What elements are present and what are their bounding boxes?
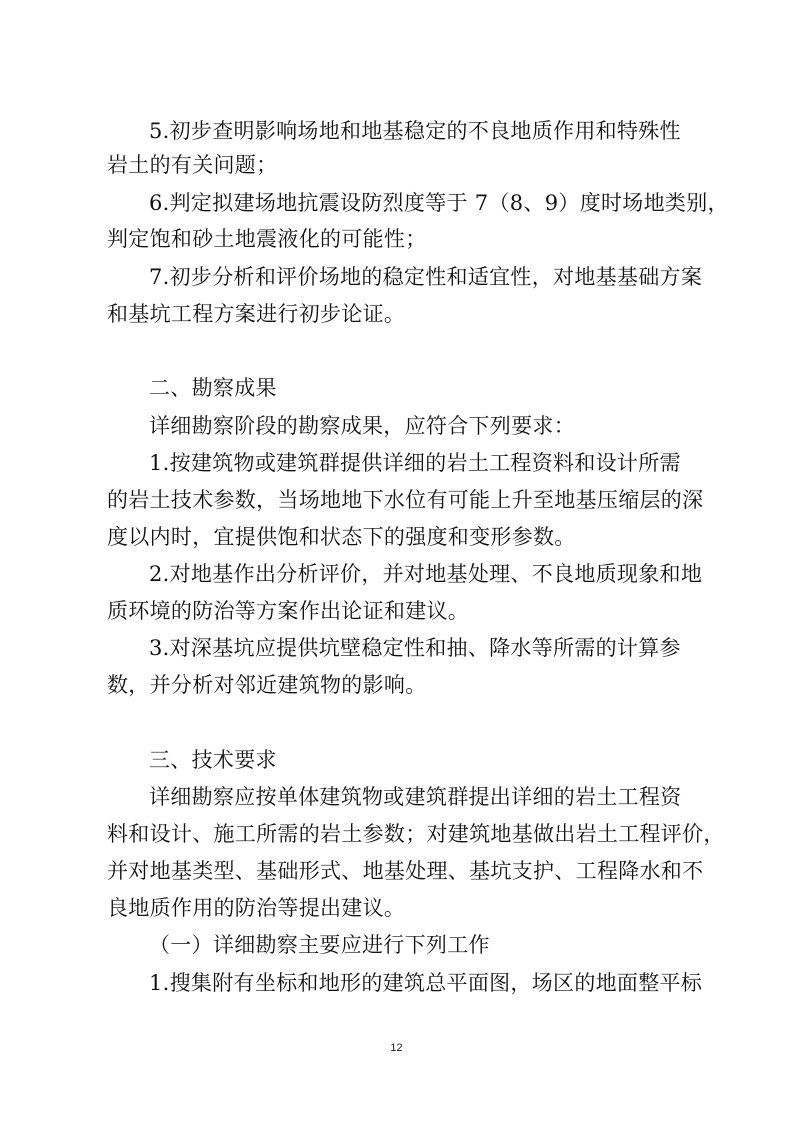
text-line: 质环境的防治等方案作出论证和建议。	[107, 599, 470, 623]
text-line: 详细勘察应按单体建筑物或建筑群提出详细的岩土工程资	[149, 785, 682, 809]
text-line: 6.判定拟建场地抗震设防烈度等于 7（8、9）度时场地类别，	[149, 191, 729, 215]
text-line: 1.搜集附有坐标和地形的建筑总平面图，场区的地面整平标	[149, 971, 703, 995]
text-line: 的岩土技术参数，当场地地下水位有可能上升至地基压缩层的深	[107, 488, 704, 512]
section-heading: 二、勘察成果	[149, 376, 277, 400]
text-line: 料和设计、施工所需的岩土参数；对建筑地基做出岩土工程评价，	[107, 822, 725, 846]
page-number: 12	[390, 1042, 403, 1054]
text-line: 3.对深基坑应提供坑壁稳定性和抽、降水等所需的计算参	[149, 636, 681, 660]
text-line: 7.初步分析和评价场地的稳定性和适宜性，对地基基础方案	[149, 265, 703, 289]
text-line: 数，并分析对邻近建筑物的影响。	[107, 673, 427, 697]
text-line: 度以内时，宜提供饱和状态下的强度和变形参数。	[107, 525, 576, 549]
text-line: 并对地基类型、基础形式、地基处理、基坑支护、工程降水和不	[107, 859, 704, 883]
text-line: 5.初步查明影响场地和地基稳定的不良地质作用和特殊性	[149, 119, 681, 143]
text-line: 岩土的有关问题；	[107, 153, 278, 177]
text-line: 1.按建筑物或建筑群提供详细的岩土工程资料和设计所需	[149, 451, 681, 475]
subsection-heading: （一）详细勘察主要应进行下列工作	[149, 933, 490, 957]
text-line: 详细勘察阶段的勘察成果，应符合下列要求：	[149, 414, 575, 438]
text-line: 和基坑工程方案进行初步论证。	[107, 302, 406, 326]
section-heading: 三、技术要求	[149, 748, 277, 772]
text-line: 判定饱和砂土地震液化的可能性；	[107, 227, 427, 251]
text-line: 2.对地基作出分析评价，并对地基处理、不良地质现象和地	[149, 562, 703, 586]
text-line: 良地质作用的防治等提出建议。	[107, 896, 406, 920]
